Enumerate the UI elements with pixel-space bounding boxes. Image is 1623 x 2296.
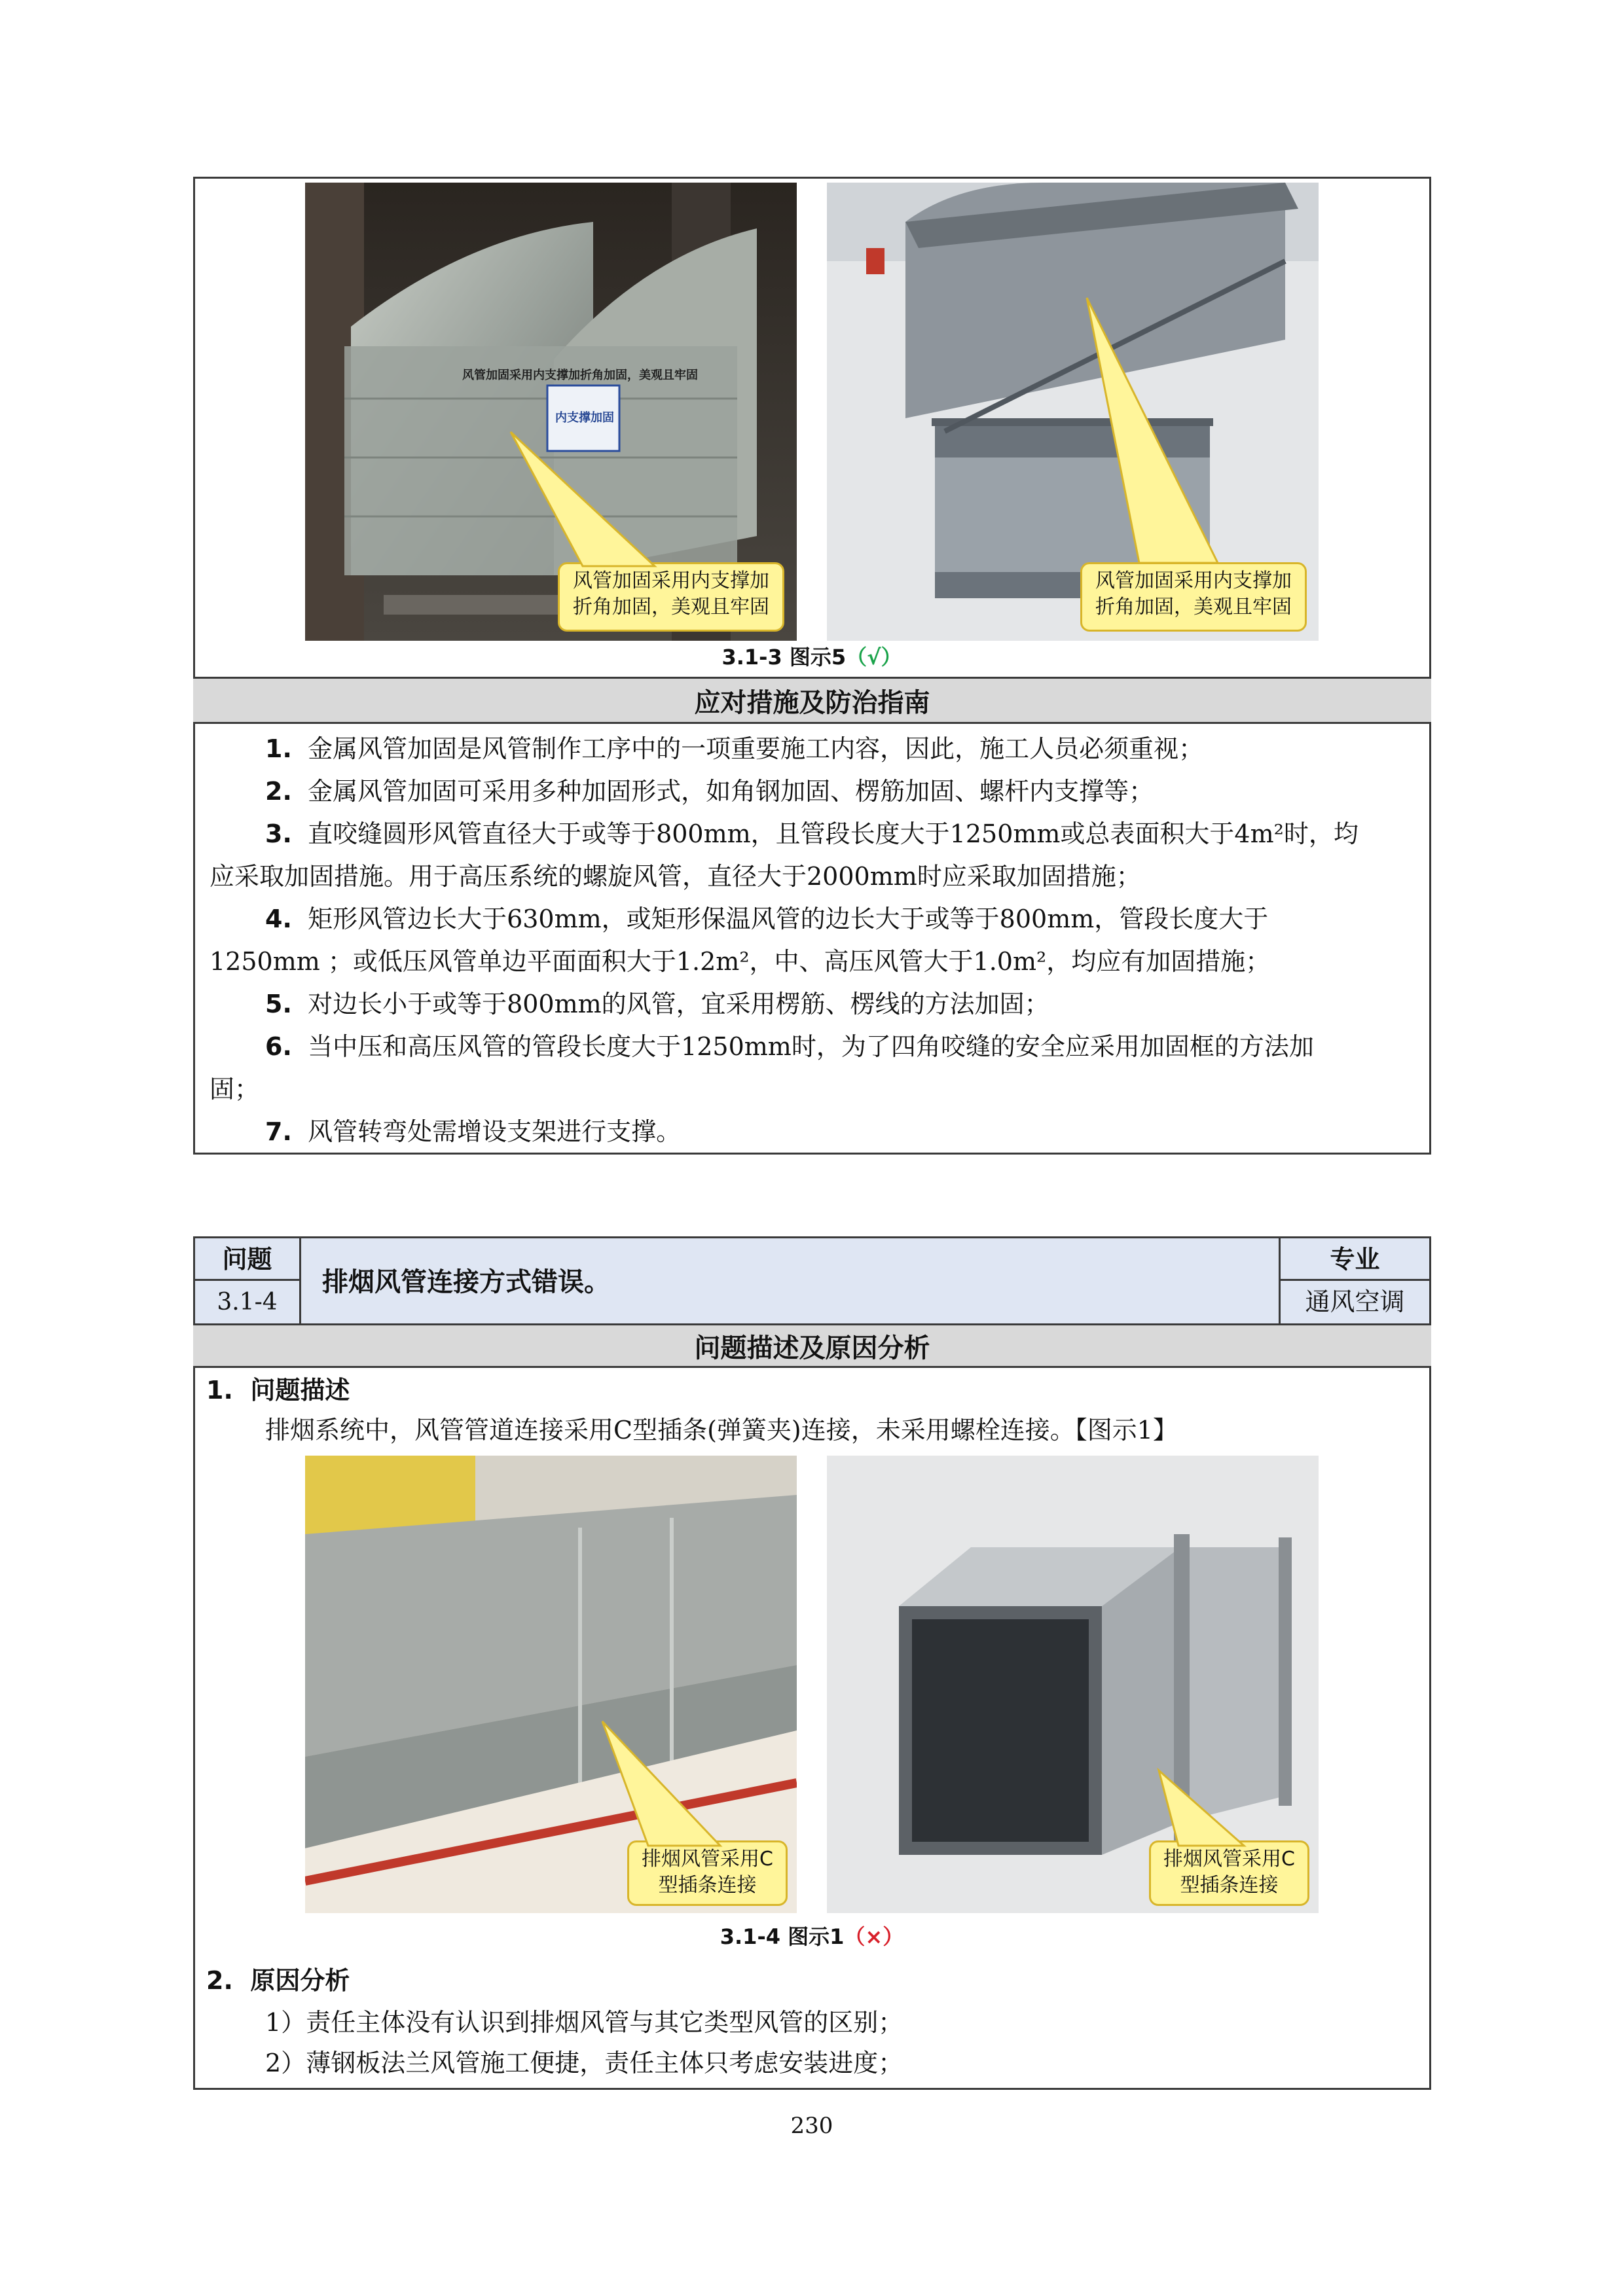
- guide-item-4-cont: 1250mm ；或低压风管单边平面面积大于1.2m²，中、高压风管大于1.0m²，均应有加固措施；: [210, 947, 1271, 976]
- callout-pointer-left: [484, 419, 681, 576]
- guide-heading: 应对措施及防治指南: [694, 687, 930, 718]
- caption-label-2: 3.1-4 图示1: [720, 1924, 845, 1949]
- photo-inner-note-1: 风管加固采用内支撑加折角加固，美观且牢固: [462, 368, 698, 382]
- guide-item-2: 2. 金属风管加固可采用多种加固形式，如角钢加固、楞筋加固、螺杆内支撑等；: [265, 777, 1154, 806]
- correct-mark: （√）: [846, 645, 902, 670]
- desc-text: 排烟系统中，风管管道连接采用C型插条(弹簧夹)连接，未采用螺栓连接。【图示1】: [265, 1416, 1178, 1444]
- cause-item-1: 1）责任主体没有认识到排烟风管与其它类型风管的区别；: [265, 2008, 903, 2037]
- guide-item-1: 1. 金属风管加固是风管制作工序中的一项重要施工内容，因此，施工人员必须重视；: [265, 734, 1204, 763]
- problem-code: 3.1-4: [217, 1289, 278, 1316]
- figure-caption-3-1-4: [655, 1921, 969, 1952]
- desc-heading: 1. 问题描述: [206, 1376, 350, 1405]
- guide-item-6: 6. 当中压和高压风管的管段长度大于1250mm时，为了四角咬缝的安全应采用加固框的方法加: [265, 1032, 1314, 1061]
- header-divider-left: [299, 1238, 301, 1323]
- guide-item-3-cont: 应采取加固措施。用于高压系统的螺旋风管，直径大于2000mm时应采取加固措施；: [210, 862, 1141, 891]
- callout-pointer-right: [1048, 295, 1244, 569]
- guide-item-3: 3. 直咬缝圆形风管直径大于或等于800mm，且管段长度大于1250mm或总表面积大于4m²时，均: [265, 819, 1359, 848]
- callout-left-smoke-duct: 排烟风管采用C型插条连接: [627, 1840, 788, 1906]
- guide-item-7: 7. 风管转弯处需增设支架进行支撑。: [265, 1117, 682, 1146]
- cause-heading: 2. 原因分析: [206, 1966, 350, 1995]
- specialty-label: 专业: [1330, 1245, 1380, 1274]
- incorrect-mark: （×）: [844, 1924, 904, 1949]
- callout-right-reinforcement: 风管加固采用内支撑加折角加固，美观且牢固: [1080, 562, 1307, 632]
- cause-item-2: 2）薄钢板法兰风管施工便捷，责任主体只考虑安装进度；: [265, 2049, 903, 2077]
- callout-pointer-smoke-right: [1139, 1767, 1270, 1852]
- analysis-heading: 问题描述及原因分析: [694, 1333, 930, 1363]
- photo-inner-note-2: 内支撑加固: [555, 411, 614, 425]
- specialty-value: 通风空调: [1305, 1287, 1405, 1316]
- guide-heading-bar: [193, 677, 1431, 724]
- caption-label: 3.1-3 图示5: [721, 645, 847, 670]
- problem-title: 排烟风管连接方式错误。: [322, 1267, 610, 1297]
- problem-label: 问题: [222, 1245, 272, 1274]
- guide-item-5: 5. 对边长小于或等于800mm的风管，宜采用楞筋、楞线的方法加固；: [265, 990, 1049, 1018]
- analysis-heading-bar: [193, 1323, 1431, 1368]
- callout-pointer-smoke-left: [589, 1715, 759, 1852]
- guide-item-6-cont: 固；: [210, 1075, 260, 1103]
- page-number: 230: [790, 2113, 833, 2139]
- callout-right-smoke-duct: 排烟风管采用C型插条连接: [1149, 1840, 1309, 1906]
- figure-caption-3-1-3: [655, 641, 969, 673]
- callout-left-reinforcement: 风管加固采用内支撑加折角加固，美观且牢固: [558, 562, 784, 632]
- guide-item-4: 4. 矩形风管边长大于630mm，或矩形保温风管的边长大于或等于800mm，管段长度大于: [265, 905, 1269, 933]
